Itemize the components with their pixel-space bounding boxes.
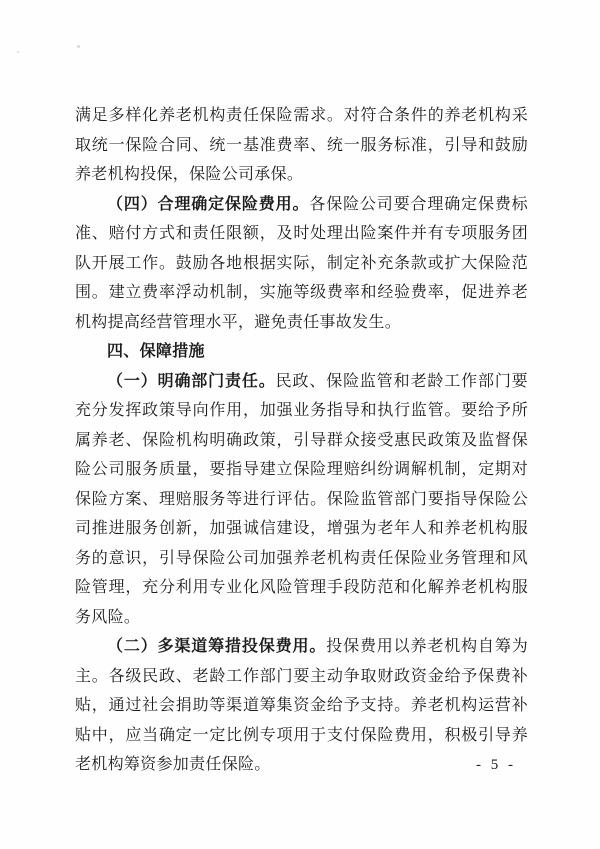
paragraph-item-4 (75, 190, 528, 338)
paragraph-continuation (75, 101, 528, 190)
scan-speck (77, 45, 80, 48)
section-heading-text: 四、保障措施 (107, 343, 205, 360)
paragraph-text: 满足多样化养老机构责任保险需求。对符合条件的养老机构采取统一保险合同、统一基准费率、统一服务标准，引导和鼓励养老机构投保，保险公司承保。 (75, 107, 528, 183)
paragraph-lead: （一）明确部门责任。 (107, 372, 276, 390)
section-heading (75, 337, 528, 367)
scan-speck (17, 51, 19, 53)
paragraph-text: 民政、保险监管和老龄工作部门要充分发挥政策导向作用，加强业务指导和执行监管。要给予所属养老、保险机构明确政策，引导群众接受惠民政策及监督保险公司服务质量，要指导建立保险理赔纠纷调解机制，定期对保险方案、理赔服务等进行评估。保险监管部门要指导保险公司推进服务创新，加强诚信建设，增强为老年人和养老机构服务的意识，引导保险公司加强养老机构责任保险业务管理和风险管理，充分利用专业化风险管理手段防范和化解养老机构服务风险。 (75, 372, 528, 626)
paragraph-item-1 (75, 367, 528, 633)
paragraph-lead: （二）多渠道筹措投保费用。 (107, 638, 327, 655)
document-text (75, 101, 528, 780)
paragraph-lead: （四）合理确定保险费用。 (107, 195, 310, 213)
page-number: - 5 - (476, 757, 516, 773)
paragraph-text: 投保费用以养老机构自筹为主。各级民政、老龄工作部门要主动争取财政资金给予保费补贴，通过社会捐助等渠道筹集资金给予支持。养老机构运营补贴中，应当确定一定比例专项用于支付保险费用，积极引导养老机构筹资参加责任保险。 (75, 638, 528, 773)
paragraph-item-2 (75, 632, 528, 780)
paragraph-text: 各保险公司要合理确定保费标准、赔付方式和责任限额，及时处理出险案件并有专项服务团队开展工作。鼓励各地根据实际，制定补充条款或扩大保险范围。建立费率浮动机制，实施等级费率和经验费率，促进养老机构提高经营管理水平，避免责任事故发生。 (75, 195, 528, 331)
